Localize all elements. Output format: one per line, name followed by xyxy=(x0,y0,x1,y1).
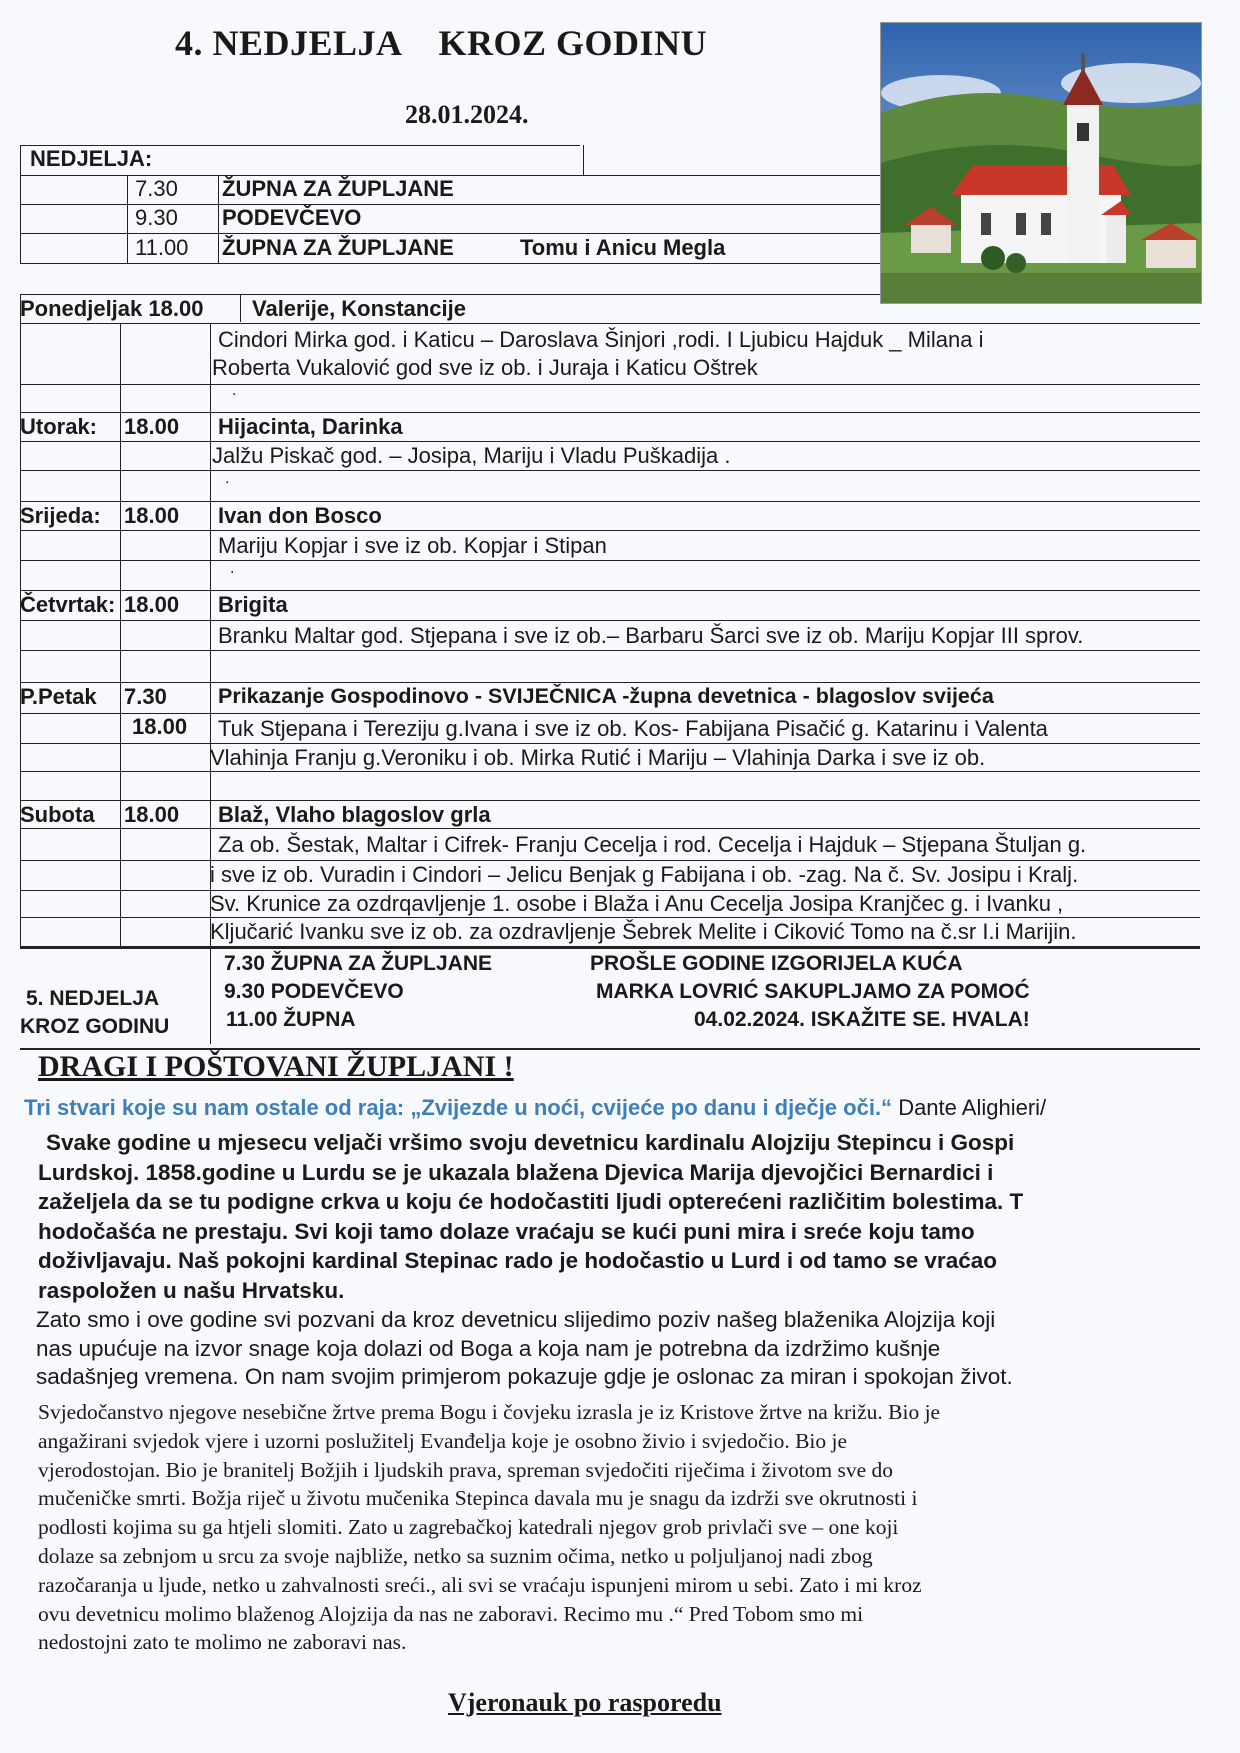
saturday-line-3: Sv. Krunice za ozdrqavljenje 1. osobe i Blaža i Anu Cecelja Josipa Kranjčec g. i Ivanku , xyxy=(210,891,1064,916)
bold-line: hodočašća ne prestaju. Svi koji tamo dolaze vraćaju se kući puni mira i sreće koju tamo xyxy=(38,1218,975,1244)
saturday-line-1: Za ob. Šestak, Maltar i Cifrek- Franju Cecelja i rod. Cecelja i Hajduk – Stjepana Štuljan g. xyxy=(218,832,1087,857)
bold-line: raspoložen u našu Hrvatsku. xyxy=(38,1277,345,1303)
tuesday-line-2: . xyxy=(225,470,230,487)
bold-line: Svake godine u mjesecu veljači vršimo svoju devetnicu kardinalu Alojziju Stepincu i Gospi xyxy=(46,1130,1015,1155)
bold-line: Lurdskoj. 1858.godine u Lurdu se je ukazala blažena Djevica Marija djevojčici Bernardici i xyxy=(38,1159,994,1185)
wednesday-time: 18.00 xyxy=(124,503,180,528)
tuesday-day: Utorak: xyxy=(20,414,98,439)
bold-line: doživljavaju. Naš pokojni kardinal Stepinac rado je hodočastio u Lurd i od tamo se vraćao xyxy=(38,1248,997,1273)
article-heading: DRAGI I POŠTOVANI ŽUPLJANI ! xyxy=(38,1050,514,1083)
friday-line-2: Vlahinja Franju g.Veroniku i ob. Mirka Rutić i Mariju – Vlahinja Darka i sve iz ob. xyxy=(210,745,986,770)
article-bold-paragraph xyxy=(38,1128,1208,1305)
friday-saint: Prikazanje Gospodinovo - SVIJEČNICA -župna devetnica - blagoslov svijeća xyxy=(218,684,994,708)
monday-line-1: Cindori Mirka god. i Katicu – Daroslava Šinjori ,rodi. I Ljubicu Hajduk _ Milana i xyxy=(218,327,984,352)
quote-text: Tri stvari koje su nam ostale od raja: „Zvijezde u noći, cvijeće po danu i dječje oči.“ xyxy=(24,1095,893,1120)
article-serif-paragraph xyxy=(38,1398,1208,1657)
notice-line-3: 04.02.2024. ISKAŽITE SE. HVALA! xyxy=(694,1008,1030,1031)
serif-line: razočaranja u ljude, netko u zahvalnosti sreći., ali svi se vraćaju ispunjeni mirom u sebi. Zato i mi kroz xyxy=(38,1572,922,1597)
sunday-mass-3-time: 11.00 xyxy=(135,235,189,260)
next-sunday-label-2: KROZ GODINU xyxy=(20,1015,170,1038)
normal-line: nas upućuje na izvor snage koja dolazi od Boga a koja nam je potrebna da izdržimo kušnje xyxy=(36,1335,941,1361)
sunday-label: NEDJELJA: xyxy=(30,146,153,171)
monday-line-3: . xyxy=(232,382,237,399)
quote-author: Dante Alighieri/ xyxy=(898,1095,1047,1120)
saturday-line-2: i sve iz ob. Vuradin i Cindori – Jelicu Benjak g Fabijana i ob. -zag. Na č. Sv. Josipu i Kralj. xyxy=(210,862,1079,887)
sunday-mass-2-time: 9.30 xyxy=(135,205,178,230)
sunday-mass-3-extra: Tomu i Anicu Megla xyxy=(520,235,726,260)
sunday-mass-1-text: ŽUPNA ZA ŽUPLJANE xyxy=(222,176,454,201)
saturday-time: 18.00 xyxy=(124,802,180,827)
saturday-line-4: Ključarić Ivanku sve iz ob. za ozdravljenje Šebrek Melite i Ciković Tomo na č.sr I.i Marijin. xyxy=(210,919,1077,944)
serif-line: vjerodostojan. Bio je branitelj Božjih i ljudskih prava, spreman svjedočiti riječima i životom sve do xyxy=(38,1457,894,1482)
saturday-saint: Blaž, Vlaho blagoslov grla xyxy=(218,802,491,827)
serif-line: podlosti kojima su ga htjeli slomiti. Zato u zagrebačkoj katedrali njegov grob privlači sve – one koji xyxy=(38,1515,899,1540)
wednesday-day: Srijeda: xyxy=(20,503,101,528)
serif-line: Svjedočanstvo njegove nesebične žrtve prema Bogu i čovjeku izrasla je iz Kristove žrtve na križu. Bio je xyxy=(38,1400,941,1424)
bold-line: zaželjela da se tu podigne crkva u koju će hodočastiti ljudi opterećeni različitim bolestima. T xyxy=(38,1189,1024,1214)
article-normal-paragraph xyxy=(36,1306,1206,1392)
sunday-mass-1-time: 7.30 xyxy=(135,176,178,201)
sunday-mass-2-text: PODEVČEVO xyxy=(222,205,362,230)
normal-line: sadašnjeg vremena. On nam svojim primjerom pokazuje gdje je oslonac za miran i spokojan život. xyxy=(36,1364,1013,1389)
wednesday-saint: Ivan don Bosco xyxy=(218,503,382,528)
next-sunday-mass-2: 9.30 PODEVČEVO xyxy=(224,980,404,1003)
serif-line: nedostojni zato te molimo ne zaboravi nas. xyxy=(38,1630,407,1655)
page-date: 28.01.2024. xyxy=(405,100,529,129)
thursday-time: 18.00 xyxy=(124,592,180,617)
tuesday-time: 18.00 xyxy=(124,414,180,439)
notice-line-2: MARKA LOVRIĆ SAKUPLJAMO ZA POMOĆ xyxy=(596,980,1030,1003)
normal-line: Zato smo i ove godine svi pozvani da kroz devetnicu slijedimo poziv našeg blaženika Alojzija koji xyxy=(36,1307,996,1332)
church-illustration xyxy=(881,23,1201,303)
notice-line-1: PROŠLE GODINE IZGORIJELA KUĆA xyxy=(590,952,963,975)
thursday-saint: Brigita xyxy=(218,592,288,617)
wednesday-line-2: . xyxy=(230,560,235,577)
next-sunday-mass-1: 7.30 ŽUPNA ZA ŽUPLJANE xyxy=(224,952,492,975)
next-sunday-mass-3: 11.00 ŽUPNA xyxy=(226,1008,356,1031)
tuesday-saint: Hijacinta, Darinka xyxy=(218,414,403,439)
thursday-day: Četvrtak: xyxy=(20,592,116,617)
thursday-line-1: Branku Maltar god. Stjepana i sve iz ob.– Barbaru Šarci sve iz ob. Mariju Kopjar III sprov. xyxy=(218,623,1084,648)
friday-day: P.Petak xyxy=(20,684,97,709)
monday-saint: Valerije, Konstancije xyxy=(252,296,466,321)
church-photo xyxy=(880,22,1202,304)
next-sunday-label-1: 5. NEDJELJA xyxy=(26,987,160,1010)
footer-note: Vjeronauk po rasporedu xyxy=(448,1688,722,1717)
friday-time-2: 18.00 xyxy=(132,714,188,739)
sunday-mass-3-text: ŽUPNA ZA ŽUPLJANE xyxy=(222,235,454,260)
tuesday-line-1: Jalžu Piskač god. – Josipa, Mariju i Vladu Puškadija . xyxy=(212,443,731,468)
quote-line xyxy=(24,1095,1046,1121)
monday-day: Ponedjeljak 18.00 xyxy=(20,296,204,321)
wednesday-line-1: Mariju Kopjar i sve iz ob. Kopjar i Stipan xyxy=(218,533,607,558)
friday-line-1: Tuk Stjepana i Tereziju g.Ivana i sve iz ob. Kos- Fabijana Pisačić g. Katarinu i Valenta xyxy=(218,716,1048,741)
friday-time: 7.30 xyxy=(124,684,167,709)
saturday-day: Subota xyxy=(20,802,95,827)
serif-line: mučeničke smrti. Božja riječ u životu mučenika Stepinca davala mu je snagu da izdrži sve okrutnosti i xyxy=(38,1486,918,1511)
page-title: 4. NEDJELJA KROZ GODINU xyxy=(175,23,708,63)
monday-line-2: Roberta Vukalović god sve iz ob. i Juraja i Katicu Oštrek xyxy=(212,355,758,380)
serif-line: dolaze sa zebnjom u srcu za svoje najbliže, netko sa suznim očima, netko u poljuljanoj nadi zbog xyxy=(38,1543,873,1568)
serif-line: angažirani svjedok vjere i uzorni poslužitelj Evanđelja koje je osobno živio i svjedočio. Bio je xyxy=(38,1428,848,1453)
serif-line: ovu devetnicu molimo blaženog Alojzija da nas ne zaboravi. Recimo mu .“ Pred Tobom smo mi xyxy=(38,1601,864,1626)
